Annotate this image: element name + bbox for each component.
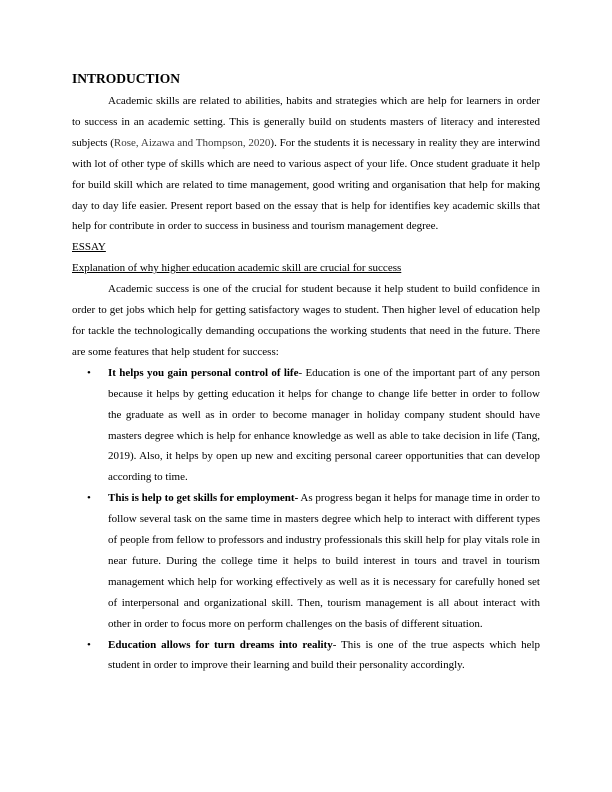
introduction-text-part1: Academic skills are related to abilities, habits and strategies which are help for learners in order to success in an academic setting. This is generally build on students masters of literacy and interested subjects (: [72, 95, 540, 149]
bullet-icon: •: [87, 492, 91, 505]
feature-title: It helps you gain personal control of life: [108, 366, 299, 379]
bullet-icon: •: [87, 366, 91, 379]
introduction-text-part2: ). For the students it is necessary in reality they are interwind with lot of other type of skills which are need to various aspect of your life. Once student graduate it help for build skill which are related to time management, good writing and organisation that help for making day to day life easier. Present report based on the essay that is help for identifies key academic skills that help for contribute in order to success in business and tourism management degree.: [72, 136, 540, 233]
introduction-heading: INTRODUCTION: [72, 71, 181, 86]
document-page: [72, 70, 540, 676]
features-list: [72, 363, 540, 677]
list-item: [72, 363, 540, 488]
introduction-citation: Rose, Aizawa and Thompson, 2020: [113, 136, 271, 149]
feature-text: As progress began it helps for manage time in order to follow several task on the same time in masters degree which help to interact with different types of people from fellow to professors and industry professionals this skill help for play vitals role in near future. During the college time it helps to build interest in tours and travel in tourism management which help for working effectively as well as it is necessary for carefully honed set of interpersonal and organizational skill. Then, tourism management is all about interact with other in order to focus more on perform challenges on the basis of different situation.: [108, 492, 540, 630]
feature-text: - Education is one of the important part of any person because it helps by getting education it helps for change to change life better in order to follow the graduate as well as in order to become manager in holiday company student should have masters degree which is help for enhance knowledge as well as able to take decision in life (Tang, 2019). Also, it helps by open up new and exciting personal career opportunities that can develop according to time.: [108, 366, 540, 484]
bullet-icon: •: [87, 638, 91, 651]
essay-body-paragraph: Academic success is one of the crucial for student because it help student to build confidence in order to get jobs which help for getting satisfactory wages to student. Then higher level of education help for tackle the technologically demanding occupations the working students that need in the future. There are some features that help student for success:: [72, 283, 540, 358]
feature-title: This is help to get skills for employment-: [108, 492, 299, 505]
list-item: [72, 488, 540, 634]
essay-subheading: Explanation of why higher education academic skill are crucial for success: [72, 262, 402, 275]
feature-title: Education allows for turn dreams into reality: [108, 638, 333, 651]
list-item: [72, 635, 540, 677]
introduction-paragraph: [72, 91, 540, 237]
essay-label: ESSAY: [72, 241, 106, 254]
feature-text: - This is one of the true aspects which help student in order to improve their learning and build their personality accordingly.: [108, 638, 541, 672]
